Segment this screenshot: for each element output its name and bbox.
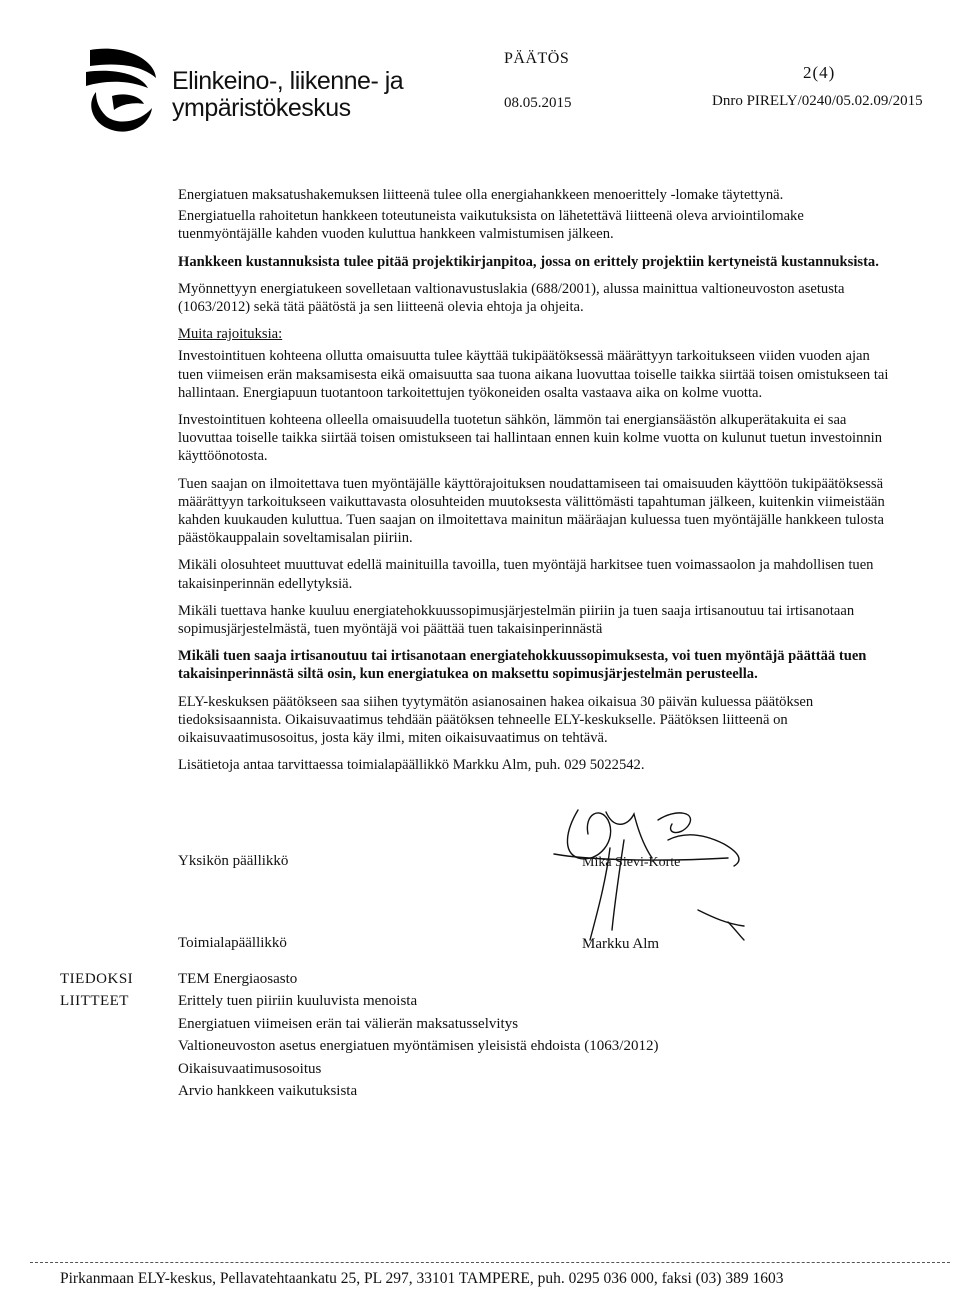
label-attachments: LIITTEET (60, 993, 129, 1009)
paragraph-agreement-system: Mikäli tuettava hanke kuuluu energiatehokkuussopimusjärjestelmän piiriin ja tuen saaja irtisanoutuu tai irtisanotaan sopimusjärjestelmästä, tuen myöntäjä voi päättää tuen takaisinperinnästä (178, 602, 855, 638)
paragraph-project-accounting: Hankkeen kustannuksista tulee pitää projektikirjanpitoa, jossa on erittely projektiin kertyneistä kustannuksista. (178, 253, 879, 270)
attachment-item: Arvio hankkeen vaikutuksista (178, 1083, 358, 1100)
signer-name-1: Mika Sievi-Korte (582, 855, 681, 870)
paragraph-notification-duty: Tuen saajan on ilmoitettava tuen myöntäjälle käyttörajoituksen noudattamiseen tai omaisuuden käyttöön tukipäätöksessä määrättyyn tarkoitukseen vaikuttavasta olosuhteiden muutoksesta välittömästi tapahtuman jälkeen, kuitenkin viimeistään kahden kuukauden kuluttua. Tuen saajan on ilmoitettava mainitun määräajan kuluessa tuen myöntäjälle hankkeen tulosta päästökauppalain soveltamisalan piiriin. (178, 475, 885, 547)
attachment-item: Erittely tuen piiriin kuuluvista menoista (178, 993, 418, 1010)
page-number: 2(4) (803, 63, 836, 82)
ely-logo (82, 44, 158, 136)
attachment-item: Valtioneuvoston asetus energiatuen myöntämisen yleisistä ehdoista (1063/2012) (178, 1038, 659, 1055)
paragraph-guarantees-of-origin: Investointituen kohteena olleella omaisuudella tuotetun sähkön, lämmön tai energiansäästön alkuperätakuita ei saa luovuttaa toiselle taikka siirtää toisen omistukseen tai hallintaan ennen kuin kolme vuotta on kulunut tuetun investoinnin käyttöönotosta. (178, 412, 883, 465)
signer-name-2: Markku Alm (582, 936, 660, 952)
signer-title-2: Toimialapäällikkö (178, 935, 287, 951)
paragraph-appeal: ELY-keskuksen päätökseen saa siihen tyytymätön asianosainen hakea oikaisua 30 päivän kuluessa päätöksen tiedoksisaannista. Oikaisuvaatimus tehdään päätöksen tehneelle ELY-keskukselle. Päätöksen liitteenä on oikaisuvaatimusosoitus, josta käy ilmi, miten oikaisuvaatimus on tehtävä. (178, 693, 814, 747)
paragraph-conditions-change: Mikäli olosuhteet muuttuvat edellä mainituilla tavoilla, tuen myöntäjä harkitsee tuen voimassaolon ja mahdollisen tuen takaisinperinnän edellytyksiä. (178, 557, 874, 592)
paragraph-payment-application: Energiatuen maksatushakemuksen liitteenä tulee olla energiahankkeen menoerittely -lomake täytettynä. (178, 187, 784, 203)
signer-title-1: Yksikön päällikkö (178, 853, 289, 869)
footer-address: Pirkanmaan ELY-keskus, Pellavatehtaankatu 25, PL 297, 33101 TAMPERE, puh. 0295 036 000, faksi (03) 389 1603 (60, 1270, 784, 1287)
org-name-line1: Elinkeino-, liikenne- ja (172, 67, 404, 95)
paragraph-asset-use-period: Investointituen kohteena ollutta omaisuutta tulee käyttää tukipäätöksessä määrättyyn tarkoitukseen viiden vuoden ajan tuen viimeisen erän maksamisesta eikä omaisuutta saa tuona aikana luovuttaa toiselle taikka siirtää toisen omistukseen tai hallintaan. Energiapuun tuotantoon tarkoitettujen työkoneiden osalta vastaava aika on kolme vuotta. (178, 348, 889, 401)
reference-number: Dnro PIRELY/0240/05.02.09/2015 (712, 93, 923, 109)
info-recipient: TEM Energiaosasto (178, 971, 298, 987)
document-body (178, 186, 898, 783)
paragraph-contact: Lisätietoja antaa tarvittaessa toimialapäällikkö Markku Alm, puh. 029 5022542. (178, 757, 645, 774)
distribution-list (178, 968, 658, 1102)
org-name-line2: ympäristökeskus (172, 94, 351, 122)
restrictions-heading: Muita rajoituksia: (178, 326, 283, 343)
organization-name (172, 68, 403, 122)
paragraph-evaluation-form: Energiatuella rahoitetun hankkeen toteutuneista vaikutuksista on lähetettävä liitteenä oleva arviointilomake tuenmyöntäjälle kahden vuoden kuluttua hankkeen valmistumisen jälkeen. (178, 208, 804, 243)
attachment-item: Oikaisuvaatimusosoitus (178, 1060, 322, 1077)
document-date: 08.05.2015 (504, 95, 572, 111)
distribution-labels (60, 968, 133, 1012)
attachment-item: Energiatuen viimeisen erän tai välierän maksatusselvitys (178, 1015, 519, 1032)
footer-divider (30, 1262, 950, 1263)
paragraph-applicable-law: Myönnettyyn energiatukeen sovelletaan valtionavustuslakia (688/2001), alussa mainittua valtioneuvoston asetusta (1063/2012) sekä tätä päätöstä ja sen liitteenä olevia ehtoja ja ohjeita. (178, 280, 845, 316)
paragraph-recovery: Mikäli tuen saaja irtisanoutuu tai irtisanotaan energiatehokkuussopimuksesta, voi tuen myöntäjä päättää tuen takaisinperinnästä siltä osin, kun energiatukea on maksettu sopimusjärjestelmän perusteella. (178, 648, 867, 683)
document-type: PÄÄTÖS (504, 50, 570, 67)
label-for-information: TIEDOKSI (60, 971, 134, 987)
